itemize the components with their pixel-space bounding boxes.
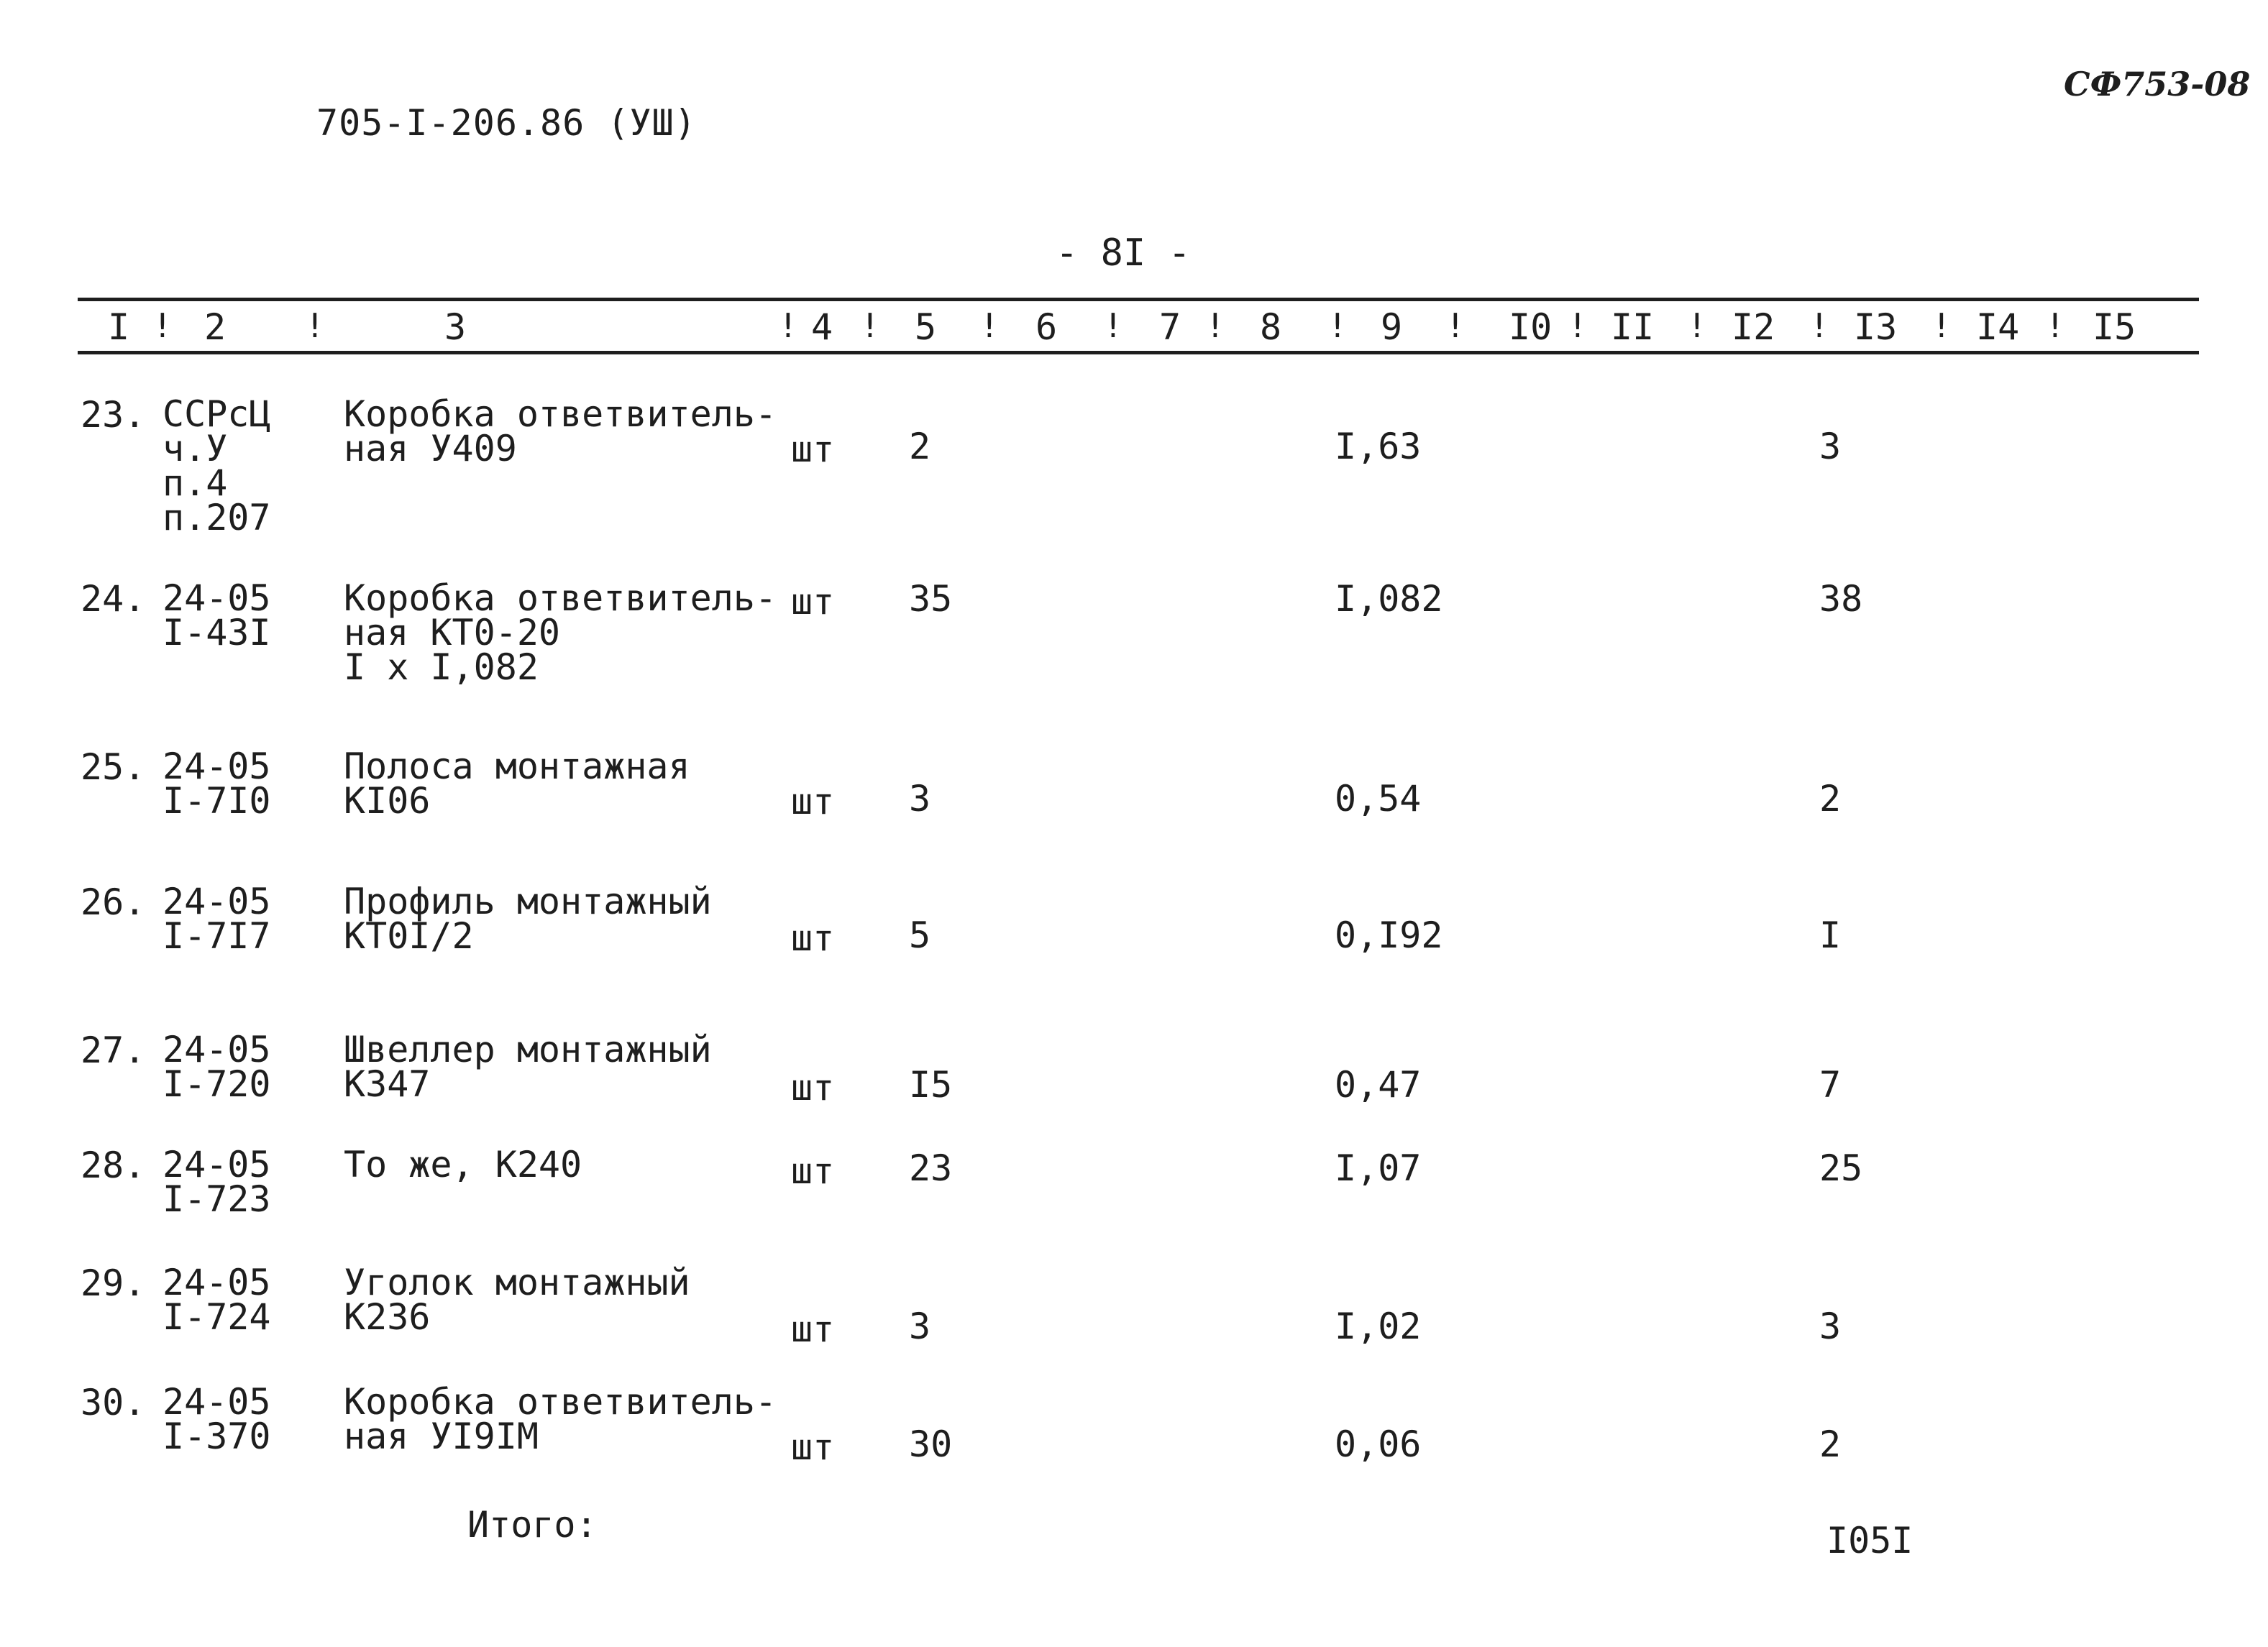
- row-code: 24-05 I-7I7: [163, 881, 271, 957]
- col-header-7: 7: [1159, 306, 1181, 348]
- row-col13-value: 2: [1819, 778, 1842, 820]
- row-col9-value: I,02: [1335, 1306, 1422, 1347]
- col-header-9: 9: [1381, 306, 1403, 348]
- row-unit: шт: [791, 1067, 835, 1109]
- corner-archive-mark: СФ753-08: [2064, 65, 2251, 104]
- row-quantity: 3: [909, 1306, 931, 1347]
- col-header-10: I0: [1509, 306, 1553, 348]
- row-index: 28.: [81, 1144, 146, 1186]
- row-quantity: 35: [909, 578, 953, 620]
- row-col13-value: 3: [1819, 426, 1842, 467]
- row-col13-value: 3: [1819, 1306, 1842, 1347]
- row-quantity: I5: [909, 1064, 953, 1106]
- page-number: - 8I -: [1056, 231, 1191, 275]
- col-separator: !: [778, 306, 798, 345]
- col-header-2: 2: [204, 306, 227, 348]
- col-separator: !: [979, 306, 1000, 345]
- row-index: 24.: [81, 578, 146, 620]
- total-value: I05I: [1826, 1520, 1913, 1561]
- row-col9-value: I,082: [1335, 578, 1443, 620]
- document-code: 705-I-206.86 (УШ): [316, 102, 697, 144]
- col-header-6: 6: [1035, 306, 1058, 348]
- row-unit: шт: [791, 917, 835, 959]
- row-unit: шт: [791, 1308, 835, 1350]
- row-name: Швеллер монтажный К347: [344, 1029, 712, 1105]
- col-separator: !: [1687, 306, 1707, 345]
- row-index: 30.: [81, 1382, 146, 1423]
- col-separator: !: [1445, 306, 1465, 345]
- row-col9-value: I,07: [1335, 1147, 1422, 1189]
- header-top-rule: [78, 298, 2199, 301]
- row-col13-value: 38: [1819, 578, 1863, 620]
- row-unit: шт: [791, 428, 835, 470]
- row-index: 26.: [81, 881, 146, 923]
- row-unit: шт: [791, 781, 835, 822]
- row-quantity: 5: [909, 914, 931, 956]
- col-header-11: II: [1611, 306, 1655, 348]
- row-quantity: 3: [909, 778, 931, 820]
- row-index: 29.: [81, 1262, 146, 1304]
- row-name: Коробка ответвитель- ная УI9IМ: [344, 1381, 777, 1457]
- col-separator: !: [1103, 306, 1123, 345]
- row-index: 25.: [81, 746, 146, 788]
- col-header-1: I: [108, 306, 130, 348]
- row-col9-value: 0,06: [1335, 1423, 1422, 1465]
- col-header-13: I3: [1854, 306, 1898, 348]
- row-name: То же, К240: [344, 1144, 582, 1185]
- row-code: 24-05 I-723: [163, 1144, 271, 1220]
- row-code: 24-05 I-720: [163, 1029, 271, 1105]
- row-index: 27.: [81, 1029, 146, 1071]
- col-header-8: 8: [1260, 306, 1282, 348]
- row-col9-value: 0,47: [1335, 1064, 1422, 1106]
- row-code: ССРсЦ ч.У п.4 п.207: [163, 393, 271, 538]
- col-separator: !: [1205, 306, 1225, 345]
- col-separator: !: [1327, 306, 1348, 345]
- row-code: 24-05 I-370: [163, 1381, 271, 1457]
- col-separator: !: [1809, 306, 1829, 345]
- row-quantity: 30: [909, 1423, 953, 1465]
- col-header-14: I4: [1976, 306, 2020, 348]
- row-name: Уголок монтажный К236: [344, 1262, 690, 1338]
- col-header-3: 3: [444, 306, 467, 348]
- col-separator: !: [1568, 306, 1588, 345]
- col-separator: !: [860, 306, 880, 345]
- row-unit: шт: [791, 1426, 835, 1468]
- row-code: 24-05 I-43I: [163, 577, 271, 653]
- row-code: 24-05 I-724: [163, 1262, 271, 1338]
- row-col13-value: 2: [1819, 1423, 1842, 1465]
- row-name: Профиль монтажный КТ0I/2: [344, 881, 712, 957]
- col-header-15: I5: [2093, 306, 2136, 348]
- col-separator: !: [2045, 306, 2065, 345]
- row-col9-value: 0,54: [1335, 778, 1422, 820]
- row-code: 24-05 I-7I0: [163, 745, 271, 822]
- row-col13-value: I: [1819, 914, 1842, 956]
- row-name: Коробка ответвитель- ная У409: [344, 393, 777, 469]
- row-col13-value: 25: [1819, 1147, 1863, 1189]
- row-unit: шт: [791, 581, 835, 623]
- row-name: Полоса монтажная КI06: [344, 745, 690, 822]
- col-header-4: 4: [811, 306, 833, 348]
- row-col9-value: 0,I92: [1335, 914, 1443, 956]
- col-header-12: I2: [1732, 306, 1775, 348]
- col-header-5: 5: [915, 306, 937, 348]
- header-bottom-rule: [78, 351, 2199, 354]
- row-unit: шт: [791, 1150, 835, 1192]
- row-col9-value: I,63: [1335, 426, 1422, 467]
- row-name: Коробка ответвитель- ная КТ0-20 I х I,082: [344, 577, 777, 688]
- col-separator: !: [1931, 306, 1952, 345]
- col-separator: !: [152, 306, 173, 345]
- row-quantity: 2: [909, 426, 931, 467]
- row-quantity: 23: [909, 1147, 953, 1189]
- total-label: Итого:: [467, 1504, 598, 1546]
- col-separator: !: [305, 306, 325, 345]
- row-index: 23.: [81, 394, 146, 436]
- row-col13-value: 7: [1819, 1064, 1842, 1106]
